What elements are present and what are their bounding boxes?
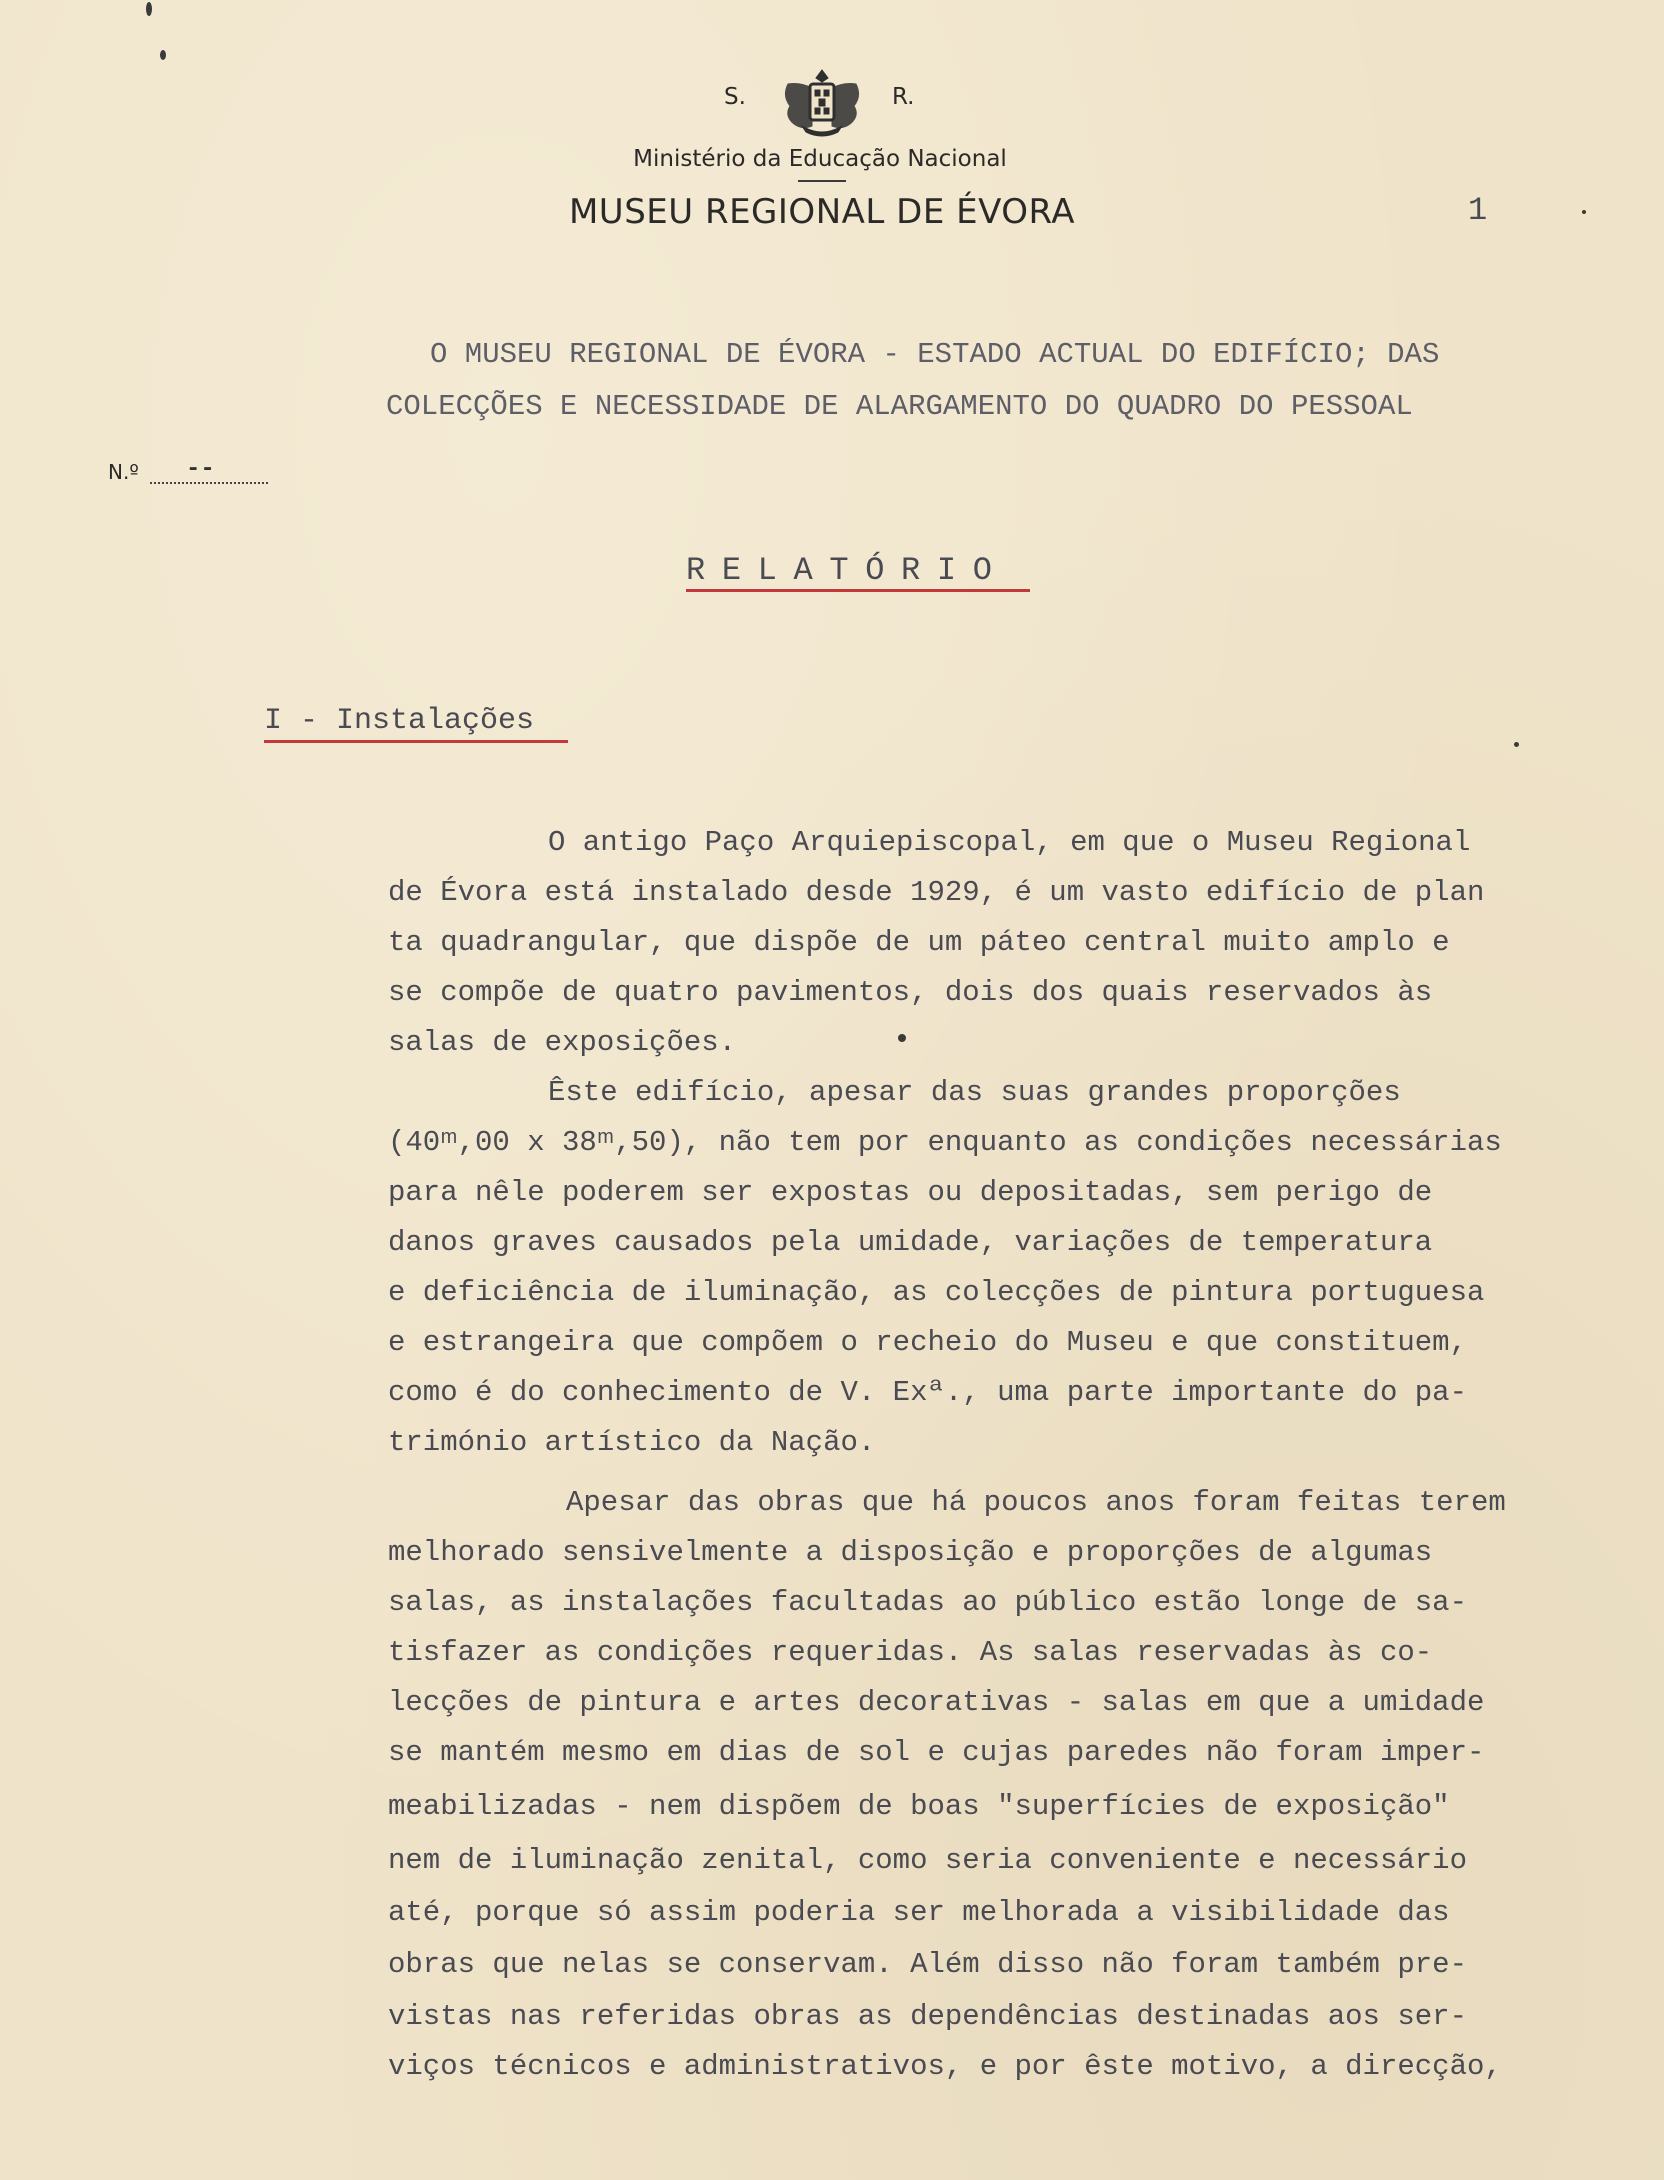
body-line: salas de exposições. xyxy=(388,1026,737,1059)
section-heading: I - Instalações xyxy=(264,704,535,738)
body-line: viços técnicos e administrativos, e por êste motivo, a direcção, xyxy=(388,2050,1502,2083)
paper-speck xyxy=(160,50,166,60)
letterhead-s: S. xyxy=(724,84,746,110)
paper-speck xyxy=(1582,210,1586,214)
ministry-name: Ministério da Educação Nacional xyxy=(633,146,1007,172)
paper-speck xyxy=(1514,742,1519,747)
body-line: como é do conhecimento de V. Exª., uma parte importante do pa- xyxy=(388,1376,1467,1409)
body-line: O antigo Paço Arquiepiscopal, em que o Museu Regional xyxy=(548,826,1471,859)
reference-number-label: N.º xyxy=(108,460,139,484)
body-line: trimónio artístico da Nação. xyxy=(388,1426,876,1459)
body-line: Apesar das obras que há poucos anos foram feitas terem xyxy=(566,1486,1506,1519)
body-line: se mantém mesmo em dias de sol e cujas paredes não foram imper- xyxy=(388,1736,1485,1769)
reference-number-value: -- xyxy=(186,456,215,483)
museum-name: MUSEU REGIONAL DE ÉVORA xyxy=(568,192,1076,232)
body-line: melhorado sensivelmente a disposição e proporções de algumas xyxy=(388,1536,1433,1569)
body-line: vistas nas referidas obras as dependências destinadas aos ser- xyxy=(388,2000,1467,2033)
body-line: e estrangeira que compõem o recheio do Museu e que constituem, xyxy=(388,1326,1467,1359)
paper-speck xyxy=(898,1034,906,1042)
page-number: 1 xyxy=(1468,192,1488,229)
letterhead-r: R. xyxy=(892,84,915,110)
body-line: para nêle poderem ser expostas ou depositadas, sem perigo de xyxy=(388,1176,1433,1209)
document-title-line-2: COLECÇÕES E NECESSIDADE DE ALARGAMENTO DO QUADRO DO PESSOAL xyxy=(386,390,1413,423)
section-heading-underline xyxy=(264,740,568,743)
body-line: salas, as instalações facultadas ao público estão longe de sa- xyxy=(388,1586,1467,1619)
paper-speck xyxy=(146,2,152,16)
coat-of-arms-icon xyxy=(776,66,868,140)
report-title-underline xyxy=(686,589,1030,592)
body-line: tisfazer as condições requeridas. As salas reservadas às co- xyxy=(388,1636,1433,1669)
report-title: RELATÓRIO xyxy=(686,552,1009,589)
body-line: Êste edifício, apesar das suas grandes proporções xyxy=(548,1076,1401,1109)
body-line: e deficiência de iluminação, as colecções de pintura portuguesa xyxy=(388,1276,1485,1309)
body-line: de Évora está instalado desde 1929, é um vasto edifício de plan xyxy=(388,876,1485,909)
body-line: se compõe de quatro pavimentos, dois dos quais reservados às xyxy=(388,976,1433,1009)
body-line: ta quadrangular, que dispõe de um páteo central muito amplo e xyxy=(388,926,1450,959)
body-line: lecções de pintura e artes decorativas - salas em que a umidade xyxy=(388,1686,1485,1719)
body-line: obras que nelas se conservam. Além disso não foram também pre- xyxy=(388,1948,1467,1981)
document-title-line-1: O MUSEU REGIONAL DE ÉVORA - ESTADO ACTUAL DO EDIFÍCIO; DAS xyxy=(430,338,1440,371)
body-line: meabilizadas - nem dispõem de boas "superfícies de exposição" xyxy=(388,1790,1450,1823)
ministry-divider xyxy=(798,180,846,182)
body-line: danos graves causados pela umidade, variações de temperatura xyxy=(388,1226,1433,1259)
body-line: nem de iluminação zenital, como seria conveniente e necessário xyxy=(388,1844,1467,1877)
body-line: até, porque só assim poderia ser melhorada a visibilidade das xyxy=(388,1896,1450,1929)
body-line: (40ᵐ,00 x 38ᵐ,50), não tem por enquanto as condições necessárias xyxy=(388,1126,1502,1159)
